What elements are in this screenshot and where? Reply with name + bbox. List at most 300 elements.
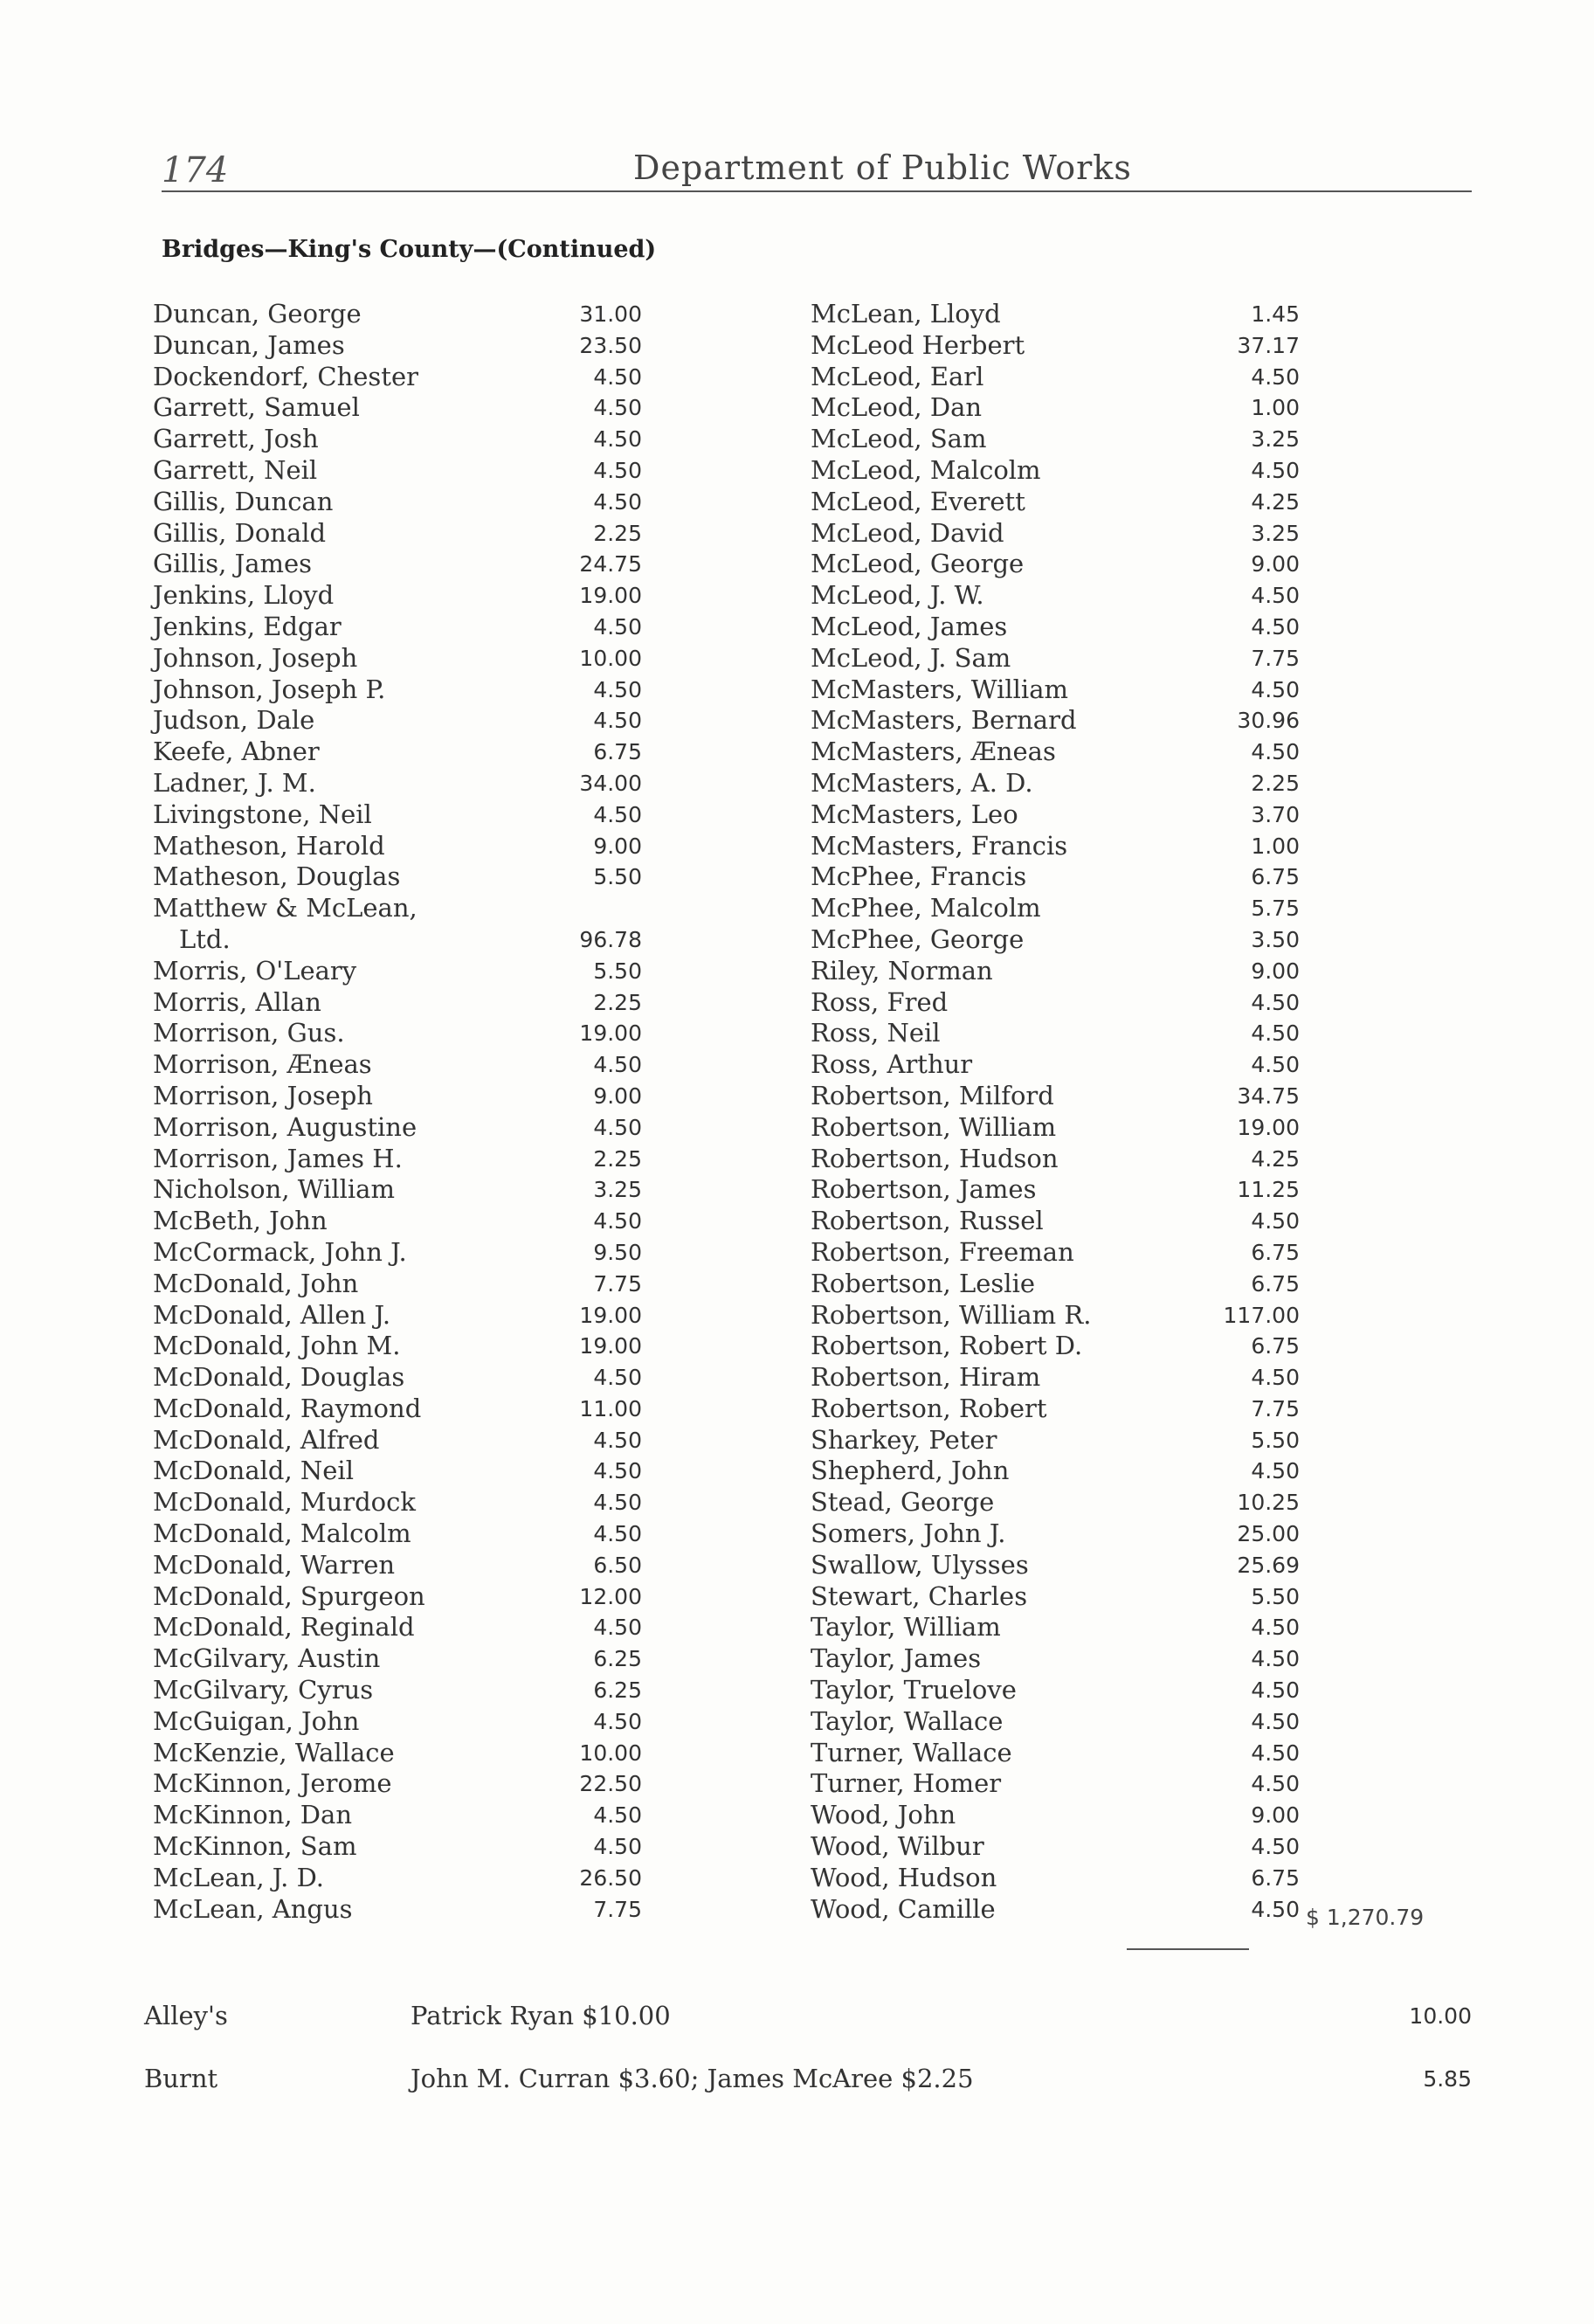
list-item — [802, 549, 1326, 580]
entry-name: Turner, Wallace — [811, 1737, 1012, 1767]
list-item — [144, 1550, 668, 1581]
entry-name: Swallow, Ulysses — [811, 1549, 1029, 1580]
list-item — [144, 487, 668, 518]
entry-name: Judson, Dale — [153, 705, 315, 736]
entry-amount: 7.75 — [1251, 645, 1300, 671]
entry-name: Morrison, James H. — [153, 1143, 403, 1173]
entry-name: McDonald, Reginald — [153, 1612, 415, 1643]
entry-name: Dockendorf, Chester — [153, 361, 418, 391]
entry-amount: 4.50 — [593, 395, 642, 421]
entry-amount: 25.00 — [1237, 1521, 1300, 1547]
list-item — [802, 705, 1326, 737]
extra-description: John M. Curran $3.60; James McAree $2.25 — [411, 2064, 974, 2093]
entry-name: Robertson, Robert — [811, 1393, 1047, 1423]
entry-amount: 3.25 — [1251, 426, 1300, 453]
list-item — [144, 392, 668, 424]
entry-name: McMasters, Francis — [811, 830, 1068, 861]
entry-name: Wood, Wilbur — [811, 1831, 984, 1862]
entry-amount: 2.25 — [1251, 770, 1300, 796]
entry-name: McDonald, Neil — [153, 1456, 354, 1486]
extra-label: Alley's — [144, 2001, 228, 2030]
entry-amount: 31.00 — [579, 301, 642, 327]
entry-name: McDonald, Warren — [153, 1549, 396, 1580]
list-item — [144, 549, 668, 580]
entry-amount: 1.00 — [1251, 395, 1300, 421]
entry-amount: 9.50 — [593, 1239, 642, 1265]
entry-amount: 4.50 — [593, 708, 642, 734]
entry-name: Taylor, James — [811, 1643, 982, 1674]
entry-name: Taylor, Truelove — [811, 1675, 1017, 1705]
entry-amount: 25.69 — [1237, 1552, 1300, 1578]
list-item — [802, 924, 1326, 956]
entry-name: Ltd. — [179, 923, 231, 954]
entry-name: Johnson, Joseph P. — [153, 674, 386, 704]
list-item — [144, 924, 668, 956]
list-item — [144, 330, 668, 362]
entry-amount: 4.50 — [1251, 1646, 1300, 1672]
entry-amount: 10.00 — [579, 645, 642, 671]
entry-name: Robertson, William R. — [811, 1299, 1092, 1330]
list-item — [144, 362, 668, 393]
list-item — [144, 299, 668, 330]
entry-amount: 10.00 — [579, 1740, 642, 1766]
list-item — [802, 1456, 1326, 1487]
entry-amount: 9.00 — [1251, 1802, 1300, 1829]
entry-amount: 11.00 — [579, 1395, 642, 1421]
entry-amount: 4.50 — [1251, 1771, 1300, 1797]
entry-amount: 4.50 — [1251, 363, 1300, 390]
entry-name: Johnson, Joseph — [153, 642, 358, 673]
entry-amount: 9.00 — [1251, 551, 1300, 578]
entry-amount: 4.50 — [1251, 613, 1300, 640]
entry-name: McLeod, Malcolm — [811, 454, 1041, 485]
entry-amount: 4.50 — [1251, 1020, 1300, 1047]
entry-name: Gillis, Duncan — [153, 486, 334, 516]
entry-amount: 117.00 — [1223, 1302, 1300, 1328]
list-item — [144, 1081, 668, 1112]
list-item — [802, 956, 1326, 987]
list-item — [144, 1144, 668, 1175]
list-item — [144, 1112, 668, 1144]
list-item — [802, 1331, 1326, 1362]
list-item — [144, 1425, 668, 1456]
entry-amount: 19.00 — [579, 583, 642, 609]
list-item — [802, 487, 1326, 518]
entry-amount: 1.00 — [1251, 833, 1300, 859]
entry-amount: 11.25 — [1237, 1177, 1300, 1203]
entry-name: Stewart, Charles — [811, 1580, 1028, 1611]
entry-amount: 34.00 — [579, 770, 642, 796]
entry-amount: 4.50 — [593, 676, 642, 702]
extra-amount: 5.85 — [1423, 2066, 1472, 2092]
list-item — [802, 1831, 1326, 1863]
entry-name: Robertson, Russel — [811, 1206, 1044, 1236]
entry-name: McDonald, Alfred — [153, 1424, 380, 1455]
list-item — [802, 1018, 1326, 1049]
entry-amount: 4.50 — [1251, 1834, 1300, 1860]
entry-name: Gillis, Donald — [153, 517, 327, 548]
entry-name: Garrett, Samuel — [153, 392, 360, 423]
list-item — [802, 643, 1326, 674]
list-item — [144, 861, 668, 893]
header-rule — [162, 190, 1472, 192]
entry-amount: 6.75 — [1251, 864, 1300, 890]
entry-name: McLeod, James — [811, 611, 1008, 641]
entry-name: Morrison, Gus. — [153, 1018, 345, 1048]
entry-name: Ross, Fred — [811, 986, 949, 1017]
page-number: 174 — [162, 150, 229, 190]
entry-name: McKinnon, Jerome — [153, 1768, 392, 1799]
list-item — [802, 1768, 1326, 1800]
entry-name: McDonald, Douglas — [153, 1362, 405, 1393]
entry-amount: 19.00 — [579, 1333, 642, 1359]
list-item — [802, 1237, 1326, 1269]
list-item — [802, 1362, 1326, 1394]
entry-amount: 4.50 — [593, 363, 642, 390]
list-item — [802, 580, 1326, 612]
entry-amount: 5.50 — [593, 958, 642, 984]
list-item — [802, 799, 1326, 831]
entry-name: Morris, Allan — [153, 986, 321, 1017]
entry-amount: 4.50 — [1251, 1365, 1300, 1391]
page-title: Department of Public Works — [633, 149, 1132, 187]
extra-entry — [144, 2001, 1472, 2036]
entry-name: McLeod, George — [811, 549, 1025, 579]
list-item — [144, 1518, 668, 1550]
list-item — [144, 1487, 668, 1518]
list-item — [144, 674, 668, 706]
entry-amount: 5.50 — [1251, 1427, 1300, 1453]
entry-amount: 4.50 — [593, 613, 642, 640]
list-item — [802, 1206, 1326, 1237]
list-item — [802, 1487, 1326, 1518]
entry-amount: 4.50 — [1251, 1740, 1300, 1766]
list-item — [802, 455, 1326, 487]
entry-name: McGilvary, Cyrus — [153, 1675, 374, 1705]
list-item — [802, 518, 1326, 550]
list-item — [144, 1018, 668, 1049]
entry-name: McMasters, Æneas — [811, 737, 1056, 767]
entry-name: McLean, Angus — [153, 1893, 353, 1924]
entry-name: Robertson, William — [811, 1111, 1057, 1142]
entry-amount: 4.50 — [1251, 457, 1300, 483]
list-item — [802, 1425, 1326, 1456]
entry-name: McDonald, Murdock — [153, 1487, 416, 1518]
entry-amount: 22.50 — [579, 1771, 642, 1797]
entry-amount: 1.45 — [1251, 301, 1300, 327]
list-item — [144, 1894, 668, 1926]
entry-name: Ladner, J. M. — [153, 767, 316, 798]
entry-name: McDonald, Allen J. — [153, 1299, 391, 1330]
list-item — [802, 299, 1326, 330]
list-item — [144, 1768, 668, 1800]
extra-entry — [144, 2064, 1472, 2099]
entry-name: Ross, Neil — [811, 1018, 941, 1048]
list-item — [144, 1394, 668, 1425]
entry-name: Robertson, Freeman — [811, 1236, 1074, 1267]
entry-amount: 4.50 — [1251, 1677, 1300, 1704]
entry-name: Robertson, Hiram — [811, 1362, 1041, 1393]
list-item — [144, 956, 668, 987]
list-item — [144, 1331, 668, 1362]
entry-amount: 34.75 — [1237, 1082, 1300, 1109]
list-item — [144, 1269, 668, 1300]
entry-name: Gillis, James — [153, 549, 313, 579]
entry-amount: 4.50 — [593, 1521, 642, 1547]
entry-amount: 37.17 — [1237, 332, 1300, 358]
list-item — [144, 424, 668, 455]
entry-amount: 4.50 — [1251, 1208, 1300, 1235]
entry-amount: 30.96 — [1237, 708, 1300, 734]
list-item — [144, 1675, 668, 1706]
list-item — [802, 1738, 1326, 1769]
entry-name: McDonald, Raymond — [153, 1393, 422, 1423]
entry-amount: 4.50 — [593, 1208, 642, 1235]
entry-name: McLeod, Dan — [811, 392, 983, 423]
list-item — [802, 1643, 1326, 1675]
entry-name: Matheson, Harold — [153, 830, 385, 861]
entry-amount: 4.25 — [1251, 488, 1300, 515]
entry-amount: 6.25 — [593, 1677, 642, 1704]
entry-name: Duncan, James — [153, 329, 345, 360]
list-item — [802, 737, 1326, 768]
entry-name: McMasters, Bernard — [811, 705, 1077, 736]
entry-amount: 4.50 — [1251, 1052, 1300, 1078]
entry-amount: 4.50 — [593, 1802, 642, 1829]
entry-amount: 9.00 — [593, 833, 642, 859]
entry-amount: 6.75 — [1251, 1333, 1300, 1359]
list-item — [802, 424, 1326, 455]
entry-amount: 9.00 — [1251, 958, 1300, 984]
list-item — [144, 799, 668, 831]
list-item — [144, 1300, 668, 1331]
list-item — [802, 1863, 1326, 1894]
entry-name: McKinnon, Dan — [153, 1800, 353, 1830]
entry-amount: 24.75 — [579, 551, 642, 578]
entry-name: Shepherd, John — [811, 1456, 1010, 1486]
left-column — [144, 299, 668, 1925]
list-item — [144, 1049, 668, 1081]
list-item — [802, 1081, 1326, 1112]
entry-name: McPhee, George — [811, 923, 1025, 954]
entry-amount: 4.50 — [1251, 1615, 1300, 1641]
entry-amount: 19.00 — [579, 1302, 642, 1328]
list-item — [802, 362, 1326, 393]
list-item — [802, 1550, 1326, 1581]
entry-name: Garrett, Josh — [153, 424, 319, 454]
entry-name: Turner, Homer — [811, 1768, 1002, 1799]
entry-amount: 5.50 — [1251, 1583, 1300, 1609]
entry-name: McPhee, Malcolm — [811, 893, 1041, 923]
entry-amount: 7.75 — [1251, 1395, 1300, 1421]
list-item — [144, 831, 668, 862]
entry-name: McDonald, Spurgeon — [153, 1580, 425, 1611]
entry-amount: 2.25 — [593, 989, 642, 1015]
entry-amount: 9.00 — [593, 1082, 642, 1109]
entry-name: McLeod, Sam — [811, 424, 987, 454]
list-item — [144, 893, 668, 924]
entry-name: McPhee, Francis — [811, 861, 1027, 892]
entry-amount: 7.75 — [593, 1270, 642, 1297]
list-item — [802, 674, 1326, 706]
list-item — [802, 612, 1326, 643]
entry-name: Sharkey, Peter — [811, 1424, 997, 1455]
entry-name: Morrison, Joseph — [153, 1080, 373, 1110]
entry-amount: 2.25 — [593, 1145, 642, 1172]
entry-name: Taylor, Wallace — [811, 1705, 1004, 1736]
entry-name: Stead, George — [811, 1487, 995, 1518]
list-item — [144, 1237, 668, 1269]
list-item — [802, 1300, 1326, 1331]
entry-name: McKenzie, Wallace — [153, 1737, 395, 1767]
list-item — [144, 1174, 668, 1206]
list-item — [144, 1706, 668, 1738]
list-item — [802, 330, 1326, 362]
entry-name: Robertson, Leslie — [811, 1268, 1036, 1298]
entry-name: McCormack, John J. — [153, 1236, 407, 1267]
list-item — [802, 861, 1326, 893]
entry-amount: 26.50 — [579, 1864, 642, 1891]
entry-name: McMasters, Leo — [811, 799, 1018, 829]
entry-amount: 96.78 — [579, 926, 642, 952]
entry-name: McMasters, William — [811, 674, 1068, 704]
extra-amount: 10.00 — [1409, 2003, 1472, 2029]
entry-amount: 7.75 — [593, 1896, 642, 1922]
entry-amount: 4.50 — [593, 1365, 642, 1391]
entry-amount: 10.25 — [1237, 1490, 1300, 1516]
section-title: Bridges—King's County—(Continued) — [162, 236, 657, 263]
entry-amount: 3.25 — [593, 1177, 642, 1203]
list-item — [144, 1738, 668, 1769]
page-header — [162, 149, 1472, 192]
entry-amount: 12.00 — [579, 1583, 642, 1609]
entry-amount: 19.00 — [1237, 1114, 1300, 1140]
entry-amount: 5.50 — [593, 864, 642, 890]
list-item — [144, 1800, 668, 1831]
entry-name: McGilvary, Austin — [153, 1643, 381, 1674]
list-item — [144, 1456, 668, 1487]
list-item — [144, 455, 668, 487]
list-item — [802, 1612, 1326, 1643]
list-item — [802, 1581, 1326, 1613]
entry-amount: 4.50 — [1251, 583, 1300, 609]
entry-name: McKinnon, Sam — [153, 1831, 357, 1862]
entry-name: Nicholson, William — [153, 1174, 395, 1205]
list-item — [802, 1894, 1326, 1926]
entry-name: Somers, John J. — [811, 1518, 1006, 1549]
right-column — [802, 299, 1326, 1925]
list-item — [802, 1049, 1326, 1081]
entry-name: McGuigan, John — [153, 1705, 360, 1736]
entry-name: McBeth, John — [153, 1206, 328, 1236]
entry-name: McLean, J. D. — [153, 1862, 325, 1892]
entry-name: McLean, Lloyd — [811, 299, 1001, 329]
entry-amount: 3.25 — [1251, 520, 1300, 546]
entry-name: Jenkins, Edgar — [153, 611, 342, 641]
list-item — [802, 831, 1326, 862]
entry-name: Duncan, George — [153, 299, 362, 329]
entry-name: McLeod Herbert — [811, 329, 1025, 360]
list-item — [144, 1643, 668, 1675]
list-item — [802, 1518, 1326, 1550]
entry-amount: 4.50 — [1251, 739, 1300, 765]
entry-amount: 4.50 — [593, 426, 642, 453]
entry-amount: 2.25 — [593, 520, 642, 546]
entry-amount: 6.50 — [593, 1552, 642, 1578]
entry-amount: 23.50 — [579, 332, 642, 358]
entry-name: Wood, Hudson — [811, 1862, 997, 1892]
entry-amount: 3.50 — [1251, 926, 1300, 952]
entry-amount: 4.50 — [1251, 1896, 1300, 1922]
list-item — [802, 392, 1326, 424]
extra-description: Patrick Ryan $10.00 — [411, 2001, 671, 2030]
entry-amount: 4.50 — [593, 1615, 642, 1641]
entry-amount: 6.75 — [1251, 1864, 1300, 1891]
entry-amount: 4.50 — [1251, 1708, 1300, 1734]
entry-name: Robertson, James — [811, 1174, 1037, 1205]
list-item — [144, 1206, 668, 1237]
entry-amount: 6.25 — [593, 1646, 642, 1672]
entry-amount: 4.50 — [593, 1458, 642, 1484]
entry-amount: 4.50 — [593, 1834, 642, 1860]
list-item — [802, 1706, 1326, 1738]
entry-name: Matheson, Douglas — [153, 861, 401, 892]
entry-name: McLeod, Earl — [811, 361, 984, 391]
entry-name: Robertson, Hudson — [811, 1143, 1059, 1173]
entry-name: McMasters, A. D. — [811, 767, 1033, 798]
entry-name: Morrison, Augustine — [153, 1111, 417, 1142]
entry-amount: 4.50 — [593, 457, 642, 483]
list-item — [144, 643, 668, 674]
list-item — [802, 1394, 1326, 1425]
entry-amount: 4.50 — [593, 801, 642, 827]
extra-label: Burnt — [144, 2064, 218, 2093]
entry-amount: 6.75 — [1251, 1239, 1300, 1265]
entry-name: McLeod, J. W. — [811, 580, 984, 611]
entry-name: Wood, John — [811, 1800, 956, 1830]
entry-name: Livingstone, Neil — [153, 799, 372, 829]
list-item — [144, 612, 668, 643]
entry-name: Keefe, Abner — [153, 737, 320, 767]
list-item — [144, 1581, 668, 1613]
entry-name: Riley, Norman — [811, 955, 993, 986]
list-item — [144, 705, 668, 737]
entry-name: Morrison, Æneas — [153, 1049, 372, 1080]
entry-name: Jenkins, Lloyd — [153, 580, 335, 611]
entry-amount: 19.00 — [579, 1020, 642, 1047]
entry-name: McDonald, John — [153, 1268, 359, 1298]
entry-amount: 4.25 — [1251, 1145, 1300, 1172]
entry-amount: 4.50 — [593, 1490, 642, 1516]
entry-name: Robertson, Robert D. — [811, 1331, 1083, 1361]
grand-total: $ 1,270.79 — [1306, 1905, 1425, 1930]
list-item — [144, 1863, 668, 1894]
list-item — [144, 768, 668, 799]
entry-name: Morris, O'Leary — [153, 955, 357, 986]
entry-amount: 6.75 — [593, 739, 642, 765]
entry-name: McDonald, John M. — [153, 1331, 401, 1361]
entry-amount: 4.50 — [593, 1114, 642, 1140]
list-item — [802, 1174, 1326, 1206]
total-rule — [1127, 1948, 1249, 1950]
entry-amount: 4.50 — [593, 1708, 642, 1734]
entry-amount: 4.50 — [1251, 676, 1300, 702]
list-item — [802, 987, 1326, 1019]
entry-amount: 4.50 — [593, 1427, 642, 1453]
entry-amount: 4.50 — [593, 488, 642, 515]
entry-amount: 6.75 — [1251, 1270, 1300, 1297]
entry-name: McDonald, Malcolm — [153, 1518, 411, 1549]
